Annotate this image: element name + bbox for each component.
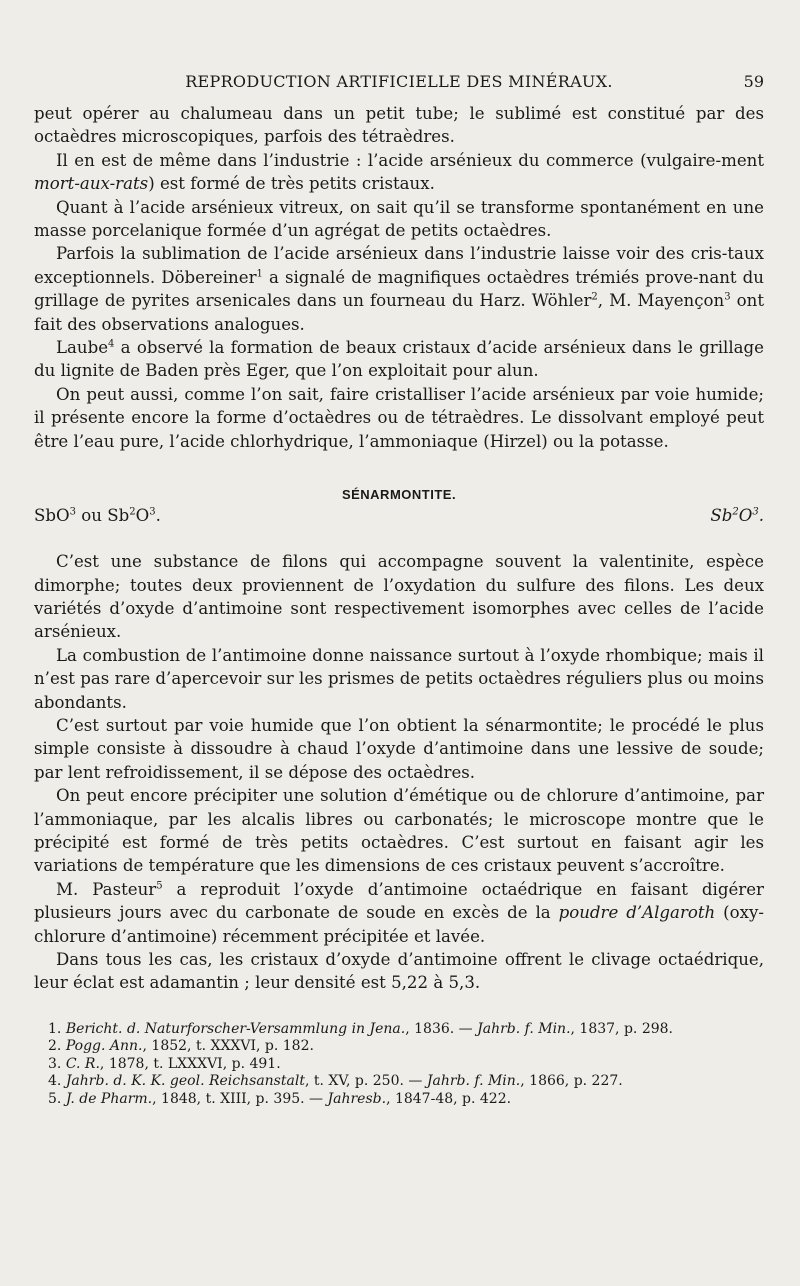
- formula-left: SbO$^3$ ou $Sb^2O^3$.: [34, 506, 161, 526]
- formula-right: $Sb^2O^3$.: [710, 506, 764, 526]
- footnote-ref-4: 4: [108, 338, 115, 350]
- running-title: REPRODUCTION ARTIFICIELLE DES MINÉRAUX.: [185, 72, 613, 91]
- paragraph-12: Dans tous les cas, les cristaux d’oxyde d’antimoine offrent le clivage octaédrique, leur éclat est adamantin ; leur densité est 5,22 à 5,3.: [34, 950, 764, 993]
- formula-row: [34, 506, 764, 530]
- footnote-ref-5: 5: [156, 880, 163, 892]
- footnote-ref-1: 1: [256, 268, 263, 280]
- term-mort-aux-rats: mort-aux-rats: [34, 174, 149, 194]
- paragraph-7: C’est une substance de filons qui accompagne souvent la valentinite, espèce dimorphe; toutes deux proviennent de l’oxydation du sulfure des filons. Les deux variétés d’oxyde d’antimoine sont respectivement isomorphes avec celles de l’acide arsénieux.: [34, 552, 764, 642]
- footnote-5: 5. J. de Pharm., 1848, t. XIII, p. 395. — Jahresb., 1847-48, p. 422.: [48, 1090, 512, 1107]
- paragraph-2: Il en est de même dans l’industrie : l’acide arsénieux du commerce (vulgaire-ment mort-aux-rats) est formé de très petits cristaux.: [34, 150, 764, 194]
- page-number: 59: [743, 72, 764, 91]
- page-body: [34, 102, 764, 1108]
- footnote-2: 2. Pogg. Ann., 1852, t. XXXVI, p. 182.: [48, 1038, 314, 1055]
- paragraph-6: On peut aussi, comme l’on sait, faire cristalliser l’acide arsénieux par voie humide; il présente encore la forme d’octaèdres ou de tétraèdres. Le dissolvant employé peut être l’eau pure, l’acide chlorhydrique, l’ammoniaque (Hirzel) ou la potasse.: [34, 384, 764, 451]
- paragraph-5: Laube$^4$ a observé la formation de beaux cristaux d’acide arsénieux dans le grillage du lignite de Baden près Eger, que l’on exploitait pour alun.: [34, 338, 764, 381]
- paragraph-8: La combustion de l’antimoine donne naissance surtout à l’oxyde rhombique; mais il n’est pas rare d’apercevoir sur les prismes de petits octaèdres réguliers plus ou moins abondants.: [34, 645, 764, 712]
- footnote-4: 4. Jahrb. d. K. K. geol. Reichsanstalt, t. XV, p. 250. — Jahrb. f. Min., 1866, p. 227.: [48, 1073, 623, 1090]
- paragraph-3: Quant à l’acide arsénieux vitreux, on sait qu’il se transforme spontanément en une masse porcelanique formée d’un agrégat de petits octaèdres.: [34, 197, 764, 241]
- footnotes: [34, 1021, 764, 1109]
- section-title: SÉNARMONTITE.: [341, 487, 457, 503]
- running-header: [34, 72, 764, 96]
- term-poudre-algaroth: poudre d’Algaroth: [558, 903, 716, 923]
- paragraph-1: peut opérer au chalumeau dans un petit tube; le sublimé est constitué par des octaèdres microscopiques, parfois des tétraèdres.: [34, 104, 764, 147]
- paragraph-9: C’est surtout par voie humide que l’on obtient la sénarmontite; le procédé le plus simple consiste à dissoudre à chaud l’oxyde d’antimoine dans une lessive de soude; par lent refroidissement, il se dépose des octaèdres.: [34, 715, 764, 782]
- paragraph-10: On peut encore précipiter une solution d’émétique ou de chlorure d’antimoine, par l’ammoniaque, par les alcalis libres ou carbonatés; le microscope montre que le précipité est formé de très petits octaèdres. C’est surtout en faisant agir les variations de température que les dimensions de ces cristaux peuvent s’accroître.: [34, 786, 764, 876]
- footnote-1: 1. Bericht. d. Naturforscher-Versammlung in Jena., 1836. — Jahrb. f. Min., 1837, p. 298.: [48, 1020, 673, 1037]
- footnote-3: 3. C. R., 1878, t. LXXXVI, p. 491.: [48, 1055, 281, 1072]
- footnote-ref-3: 3: [724, 291, 731, 303]
- paragraph-4: Parfois la sublimation de l’acide arsénieux dans l’industrie laisse voir des cris-taux exceptionnels. Döbereiner$^1$ a signalé de magnifiques octaèdres trémiés prove-nant du grillage de pyrites arsenicales dans un fourneau du Harz. Wöhler$^2$, M. Mayençon$^3$ ont fait des observations analogues.: [34, 244, 765, 334]
- paragraph-11: M. Pasteur$^5$ a reproduit l’oxyde d’antimoine octaédrique en faisant digérer plusieurs jours avec du carbonate de soude en excès de la poudre d’Algaroth (oxy-chlorure d’antimoine) récemment précipitée et lavée.: [34, 879, 764, 946]
- footnote-ref-2: 2: [591, 291, 598, 303]
